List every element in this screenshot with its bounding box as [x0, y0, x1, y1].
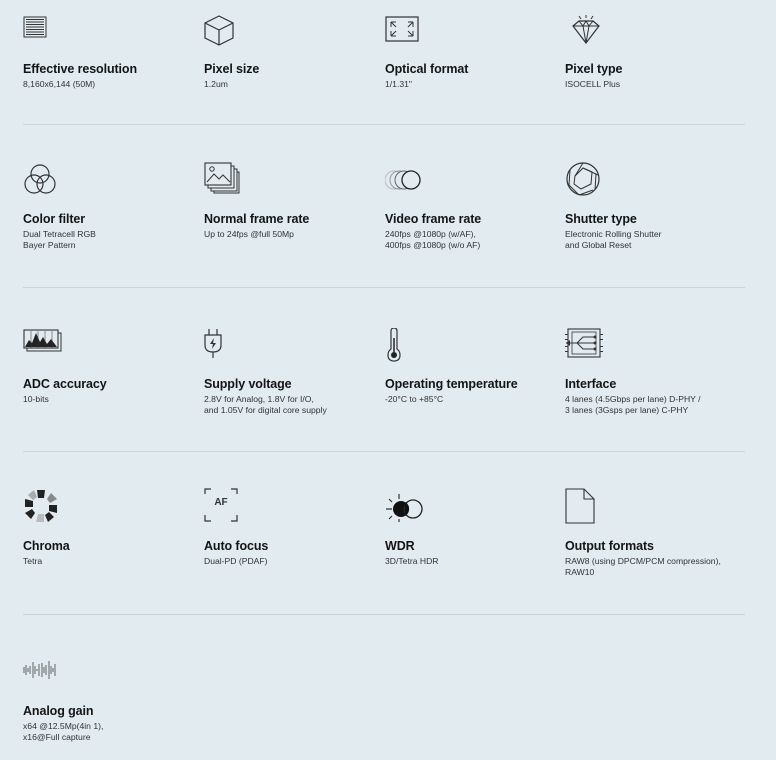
stacked-images-icon	[204, 162, 244, 194]
power-plug-icon	[204, 328, 244, 360]
spec-label: Color filter	[23, 212, 85, 226]
spec-value: Dual Tetracell RGB Bayer Pattern	[23, 229, 96, 250]
spec-label: WDR	[385, 539, 415, 553]
spec-value: Dual-PD (PDAF)	[204, 556, 268, 566]
spec-label: Auto focus	[204, 539, 269, 553]
spec-value: -20°C to +85°C	[385, 394, 444, 404]
spec-label: Video frame rate	[385, 212, 482, 226]
autofocus-icon	[204, 488, 244, 520]
spec-value: 1/1.31"	[385, 79, 412, 89]
spec-label: Supply voltage	[204, 377, 292, 391]
spec-value: 240fps @1080p (w/AF), 400fps @1080p (w/o AF)	[385, 229, 481, 250]
spec-value: Up to 24fps @full 50Mp	[204, 229, 294, 239]
gain-waveform-icon	[23, 658, 63, 690]
spec-label: Optical format	[385, 62, 469, 76]
spec-label: Shutter type	[565, 212, 637, 226]
autofocus-icon-text: AF	[214, 497, 228, 508]
spec-value: ISOCELL Plus	[565, 79, 621, 89]
spec-label: ADC accuracy	[23, 377, 107, 391]
diamond-icon	[565, 14, 605, 46]
spec-label: Normal frame rate	[204, 212, 310, 226]
spec-value: 8,160x6,144 (50M)	[23, 79, 96, 89]
chip-interface-icon	[565, 328, 605, 360]
spec-label: Analog gain	[23, 704, 94, 718]
spec-value: 1.2um	[204, 79, 228, 89]
spec-value: 2.8V for Analog, 1.8V for I/O, and 1.05V for digital core supply	[204, 394, 327, 415]
color-circles-icon	[23, 162, 63, 194]
thermometer-icon	[385, 328, 425, 360]
document-icon	[565, 488, 605, 520]
wdr-icon	[385, 488, 425, 520]
spec-value: Electronic Rolling Shutter and Global Reset	[565, 229, 662, 250]
spec-value: 4 lanes (4.5Gbps per lane) D-PHY / 3 lanes (3Gsps per lane) C-PHY	[565, 394, 701, 415]
spec-label: Pixel size	[204, 62, 260, 76]
row-divider	[23, 614, 745, 615]
spec-value: Tetra	[23, 556, 43, 566]
expand-frame-icon	[385, 14, 425, 46]
spec-label: Operating temperature	[385, 377, 518, 391]
motion-circles-icon	[385, 168, 425, 200]
spec-label: Effective resolution	[23, 62, 137, 76]
row-divider	[23, 287, 745, 288]
spec-label: Interface	[565, 377, 617, 391]
row-divider	[23, 451, 745, 452]
aperture-icon	[565, 162, 605, 194]
histogram-icon	[23, 328, 63, 360]
spec-label: Pixel type	[565, 62, 623, 76]
spec-label: Chroma	[23, 539, 70, 553]
spec-value: x64 @12.5Mp(4in 1), x16@Full capture	[23, 721, 104, 742]
row-divider	[23, 124, 745, 125]
spec-value: 10-bits	[23, 394, 49, 404]
spec-value: RAW8 (using DPCM/PCM compression), RAW10	[565, 556, 721, 577]
sensor-grid-icon	[23, 14, 63, 46]
spec-value: 3D/Tetra HDR	[385, 556, 439, 566]
cube-icon	[204, 14, 244, 46]
chroma-segments-icon	[23, 488, 63, 520]
spec-label: Output formats	[565, 539, 654, 553]
